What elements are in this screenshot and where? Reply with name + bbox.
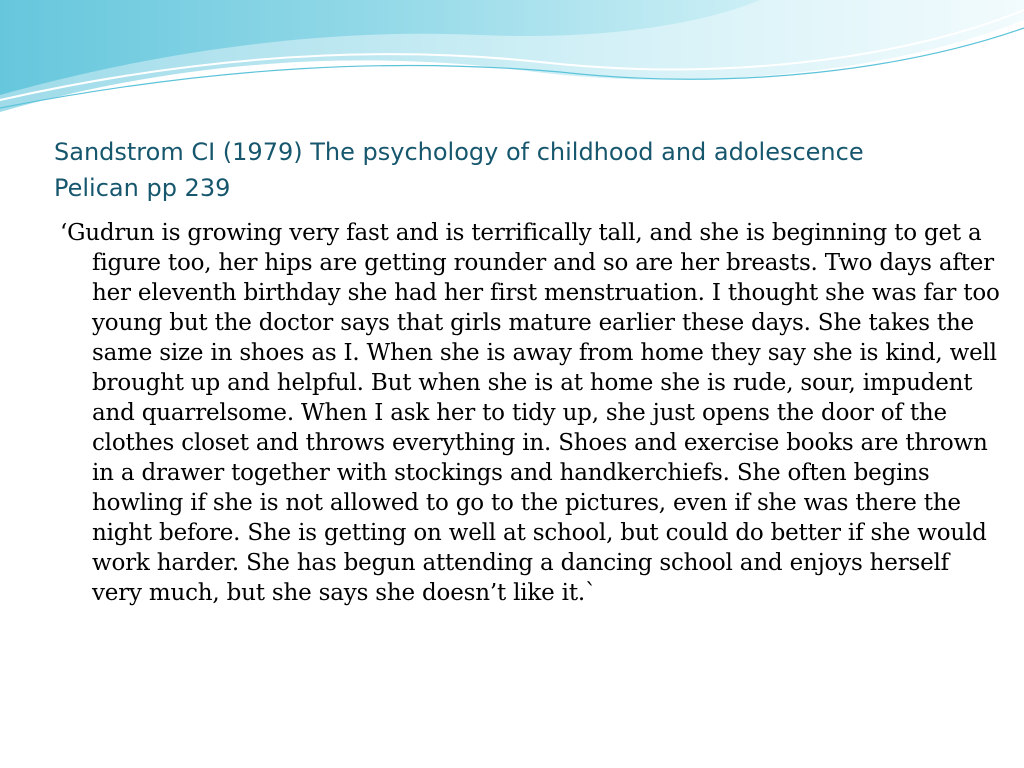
slide-title-line-2: Pelican pp 239: [54, 174, 231, 202]
slide-title: [54, 134, 954, 206]
header-wave-decoration: [0, 0, 1024, 130]
slide-title-line-1: Sandstrom CI (1979) The psychology of childhood and adolescence: [54, 138, 864, 166]
quote-paragraph: ‘Gudrun is growing very fast and is terrifically tall, and she is beginning to get a figure too, her hips are getting rounder and so are her breasts. Two days after her eleventh birthday she had her first menstruation. I thought she was far too young but the doctor says that girls mature earlier these days. She takes the same size in shoes as I. When she is away from home they say she is kind, well brought up and helpful. But when she is at home she is rude, sour, impudent and quarrelsome. When I ask her to tidy up, she just opens the door of the clothes closet and throws everything in. Shoes and exercise books are thrown in a drawer together with stockings and handkerchiefs. She often begins howling if she is not allowed to go to the pictures, even if she was there the night before. She is getting on well at school, but could do better if she would work harder. She has begun attending a dancing school and enjoys herself very much, but she says she doesn’t like it.`: [60, 220, 1000, 606]
